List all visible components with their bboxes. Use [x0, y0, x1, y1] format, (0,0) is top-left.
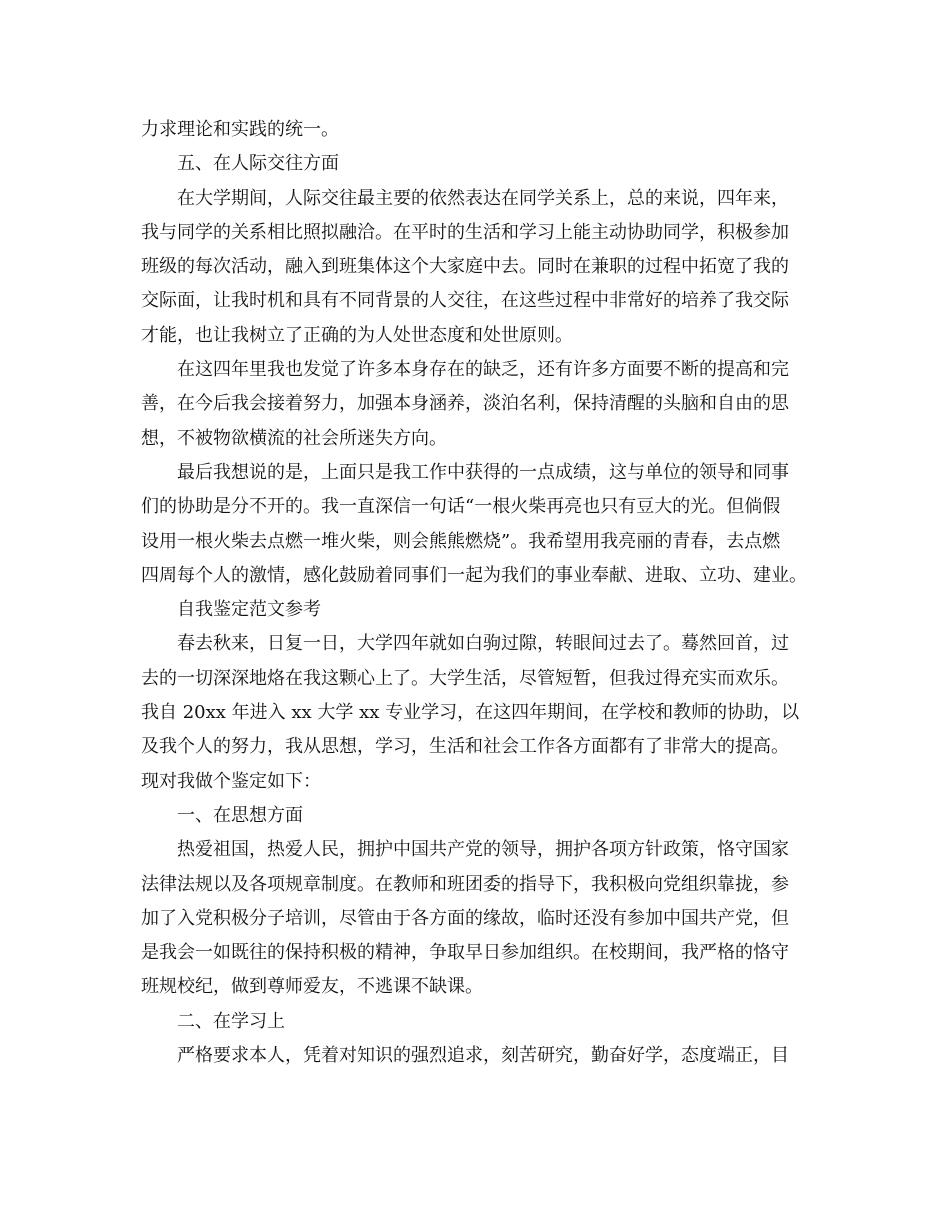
paragraph-line: 善，在今后我会接着努力，加强本身涵养，淡泊名利，保持清醒的头脑和自由的思: [141, 393, 789, 415]
paragraph-line: 热爱祖国，热爱人民，拥护中国共产党的领导，拥护各项方针政策，恪守国家: [177, 839, 789, 861]
section-heading: 五、在人际交往方面: [177, 153, 339, 175]
paragraph-line: 我自 20xx 年进入 xx 大学 xx 专业学习，在这四年期间，在学校和教师的协助，以: [141, 702, 800, 724]
document-body: [141, 113, 821, 1073]
paragraph-line: 在这四年里我也发觉了许多本身存在的缺乏，还有许多方面要不断的提高和完: [177, 359, 789, 381]
paragraph-line: 班级的每次活动，融入到班集体这个大家庭中去。同时在兼职的过程中拓宽了我的: [141, 256, 789, 278]
section-heading: 自我鉴定范文参考: [177, 599, 321, 621]
paragraph-line: 在大学期间，人际交往最主要的依然表达在同学关系上，总的来说，四年来，: [177, 187, 789, 209]
paragraph-line: 春去秋来，日复一日，大学四年就如白驹过隙，转眼间过去了。蓦然回首，过: [177, 633, 789, 655]
paragraph-line: 是我会一如既往的保持积极的精神，争取早日参加组织。在校期间，我严格的恪守: [141, 942, 789, 964]
paragraph-line: 们的协助是分不开的。我一直深信一句话“一根火柴再亮也只有豆大的光。但倘假: [141, 496, 781, 518]
paragraph-line: 交际面，让我时机和具有不同背景的人交往，在这些过程中非常好的培养了我交际: [141, 290, 789, 312]
paragraph-line: 最后我想说的是，上面只是我工作中获得的一点成绩，这与单位的领导和同事: [177, 461, 789, 483]
paragraph-line: 班规校纪，做到尊师爱友，不逃课不缺课。: [141, 976, 483, 998]
paragraph-line: 现对我做个鉴定如下：: [141, 770, 321, 792]
paragraph-line: 及我个人的努力，我从思想，学习，生活和社会工作各方面都有了非常大的提高。: [141, 736, 789, 758]
section-heading: 二、在学习上: [177, 1010, 285, 1032]
section-heading: 一、在思想方面: [177, 804, 303, 826]
paragraph-line: 法律法规以及各项规章制度。在教师和班团委的指导下，我积极向党组织靠拢，参: [141, 873, 789, 895]
paragraph-line: 去的一切深深地烙在我这颗心上了。大学生活，尽管短暂，但我过得充实而欢乐。: [141, 667, 789, 689]
paragraph-line: 严格要求本人，凭着对知识的强烈追求，刻苦研究，勤奋好学，态度端正，目: [177, 1045, 789, 1067]
paragraph-line: 力求理论和实践的统一。: [141, 119, 339, 140]
paragraph-line: 设用一根火柴去点燃一堆火柴，则会熊熊燃烧”。我希望用我亮丽的青春，去点燃: [141, 530, 781, 552]
paragraph-line: 加了入党积极分子培训，尽管由于各方面的缘故，临时还没有参加中国共产党，但: [141, 907, 789, 929]
paragraph-line: 四周每个人的激情，感化鼓励着同事们一起为我们的事业奉献、进取、立功、建业。: [141, 564, 807, 586]
paragraph-line: 想，不被物欲横流的社会所迷失方向。: [141, 427, 447, 449]
paragraph-line: 才能，也让我树立了正确的为人处世态度和处世原则。: [141, 324, 573, 346]
paragraph-line: 我与同学的关系相比照拟融洽。在平时的生活和学习上能主动协助同学，积极参加: [141, 221, 789, 243]
